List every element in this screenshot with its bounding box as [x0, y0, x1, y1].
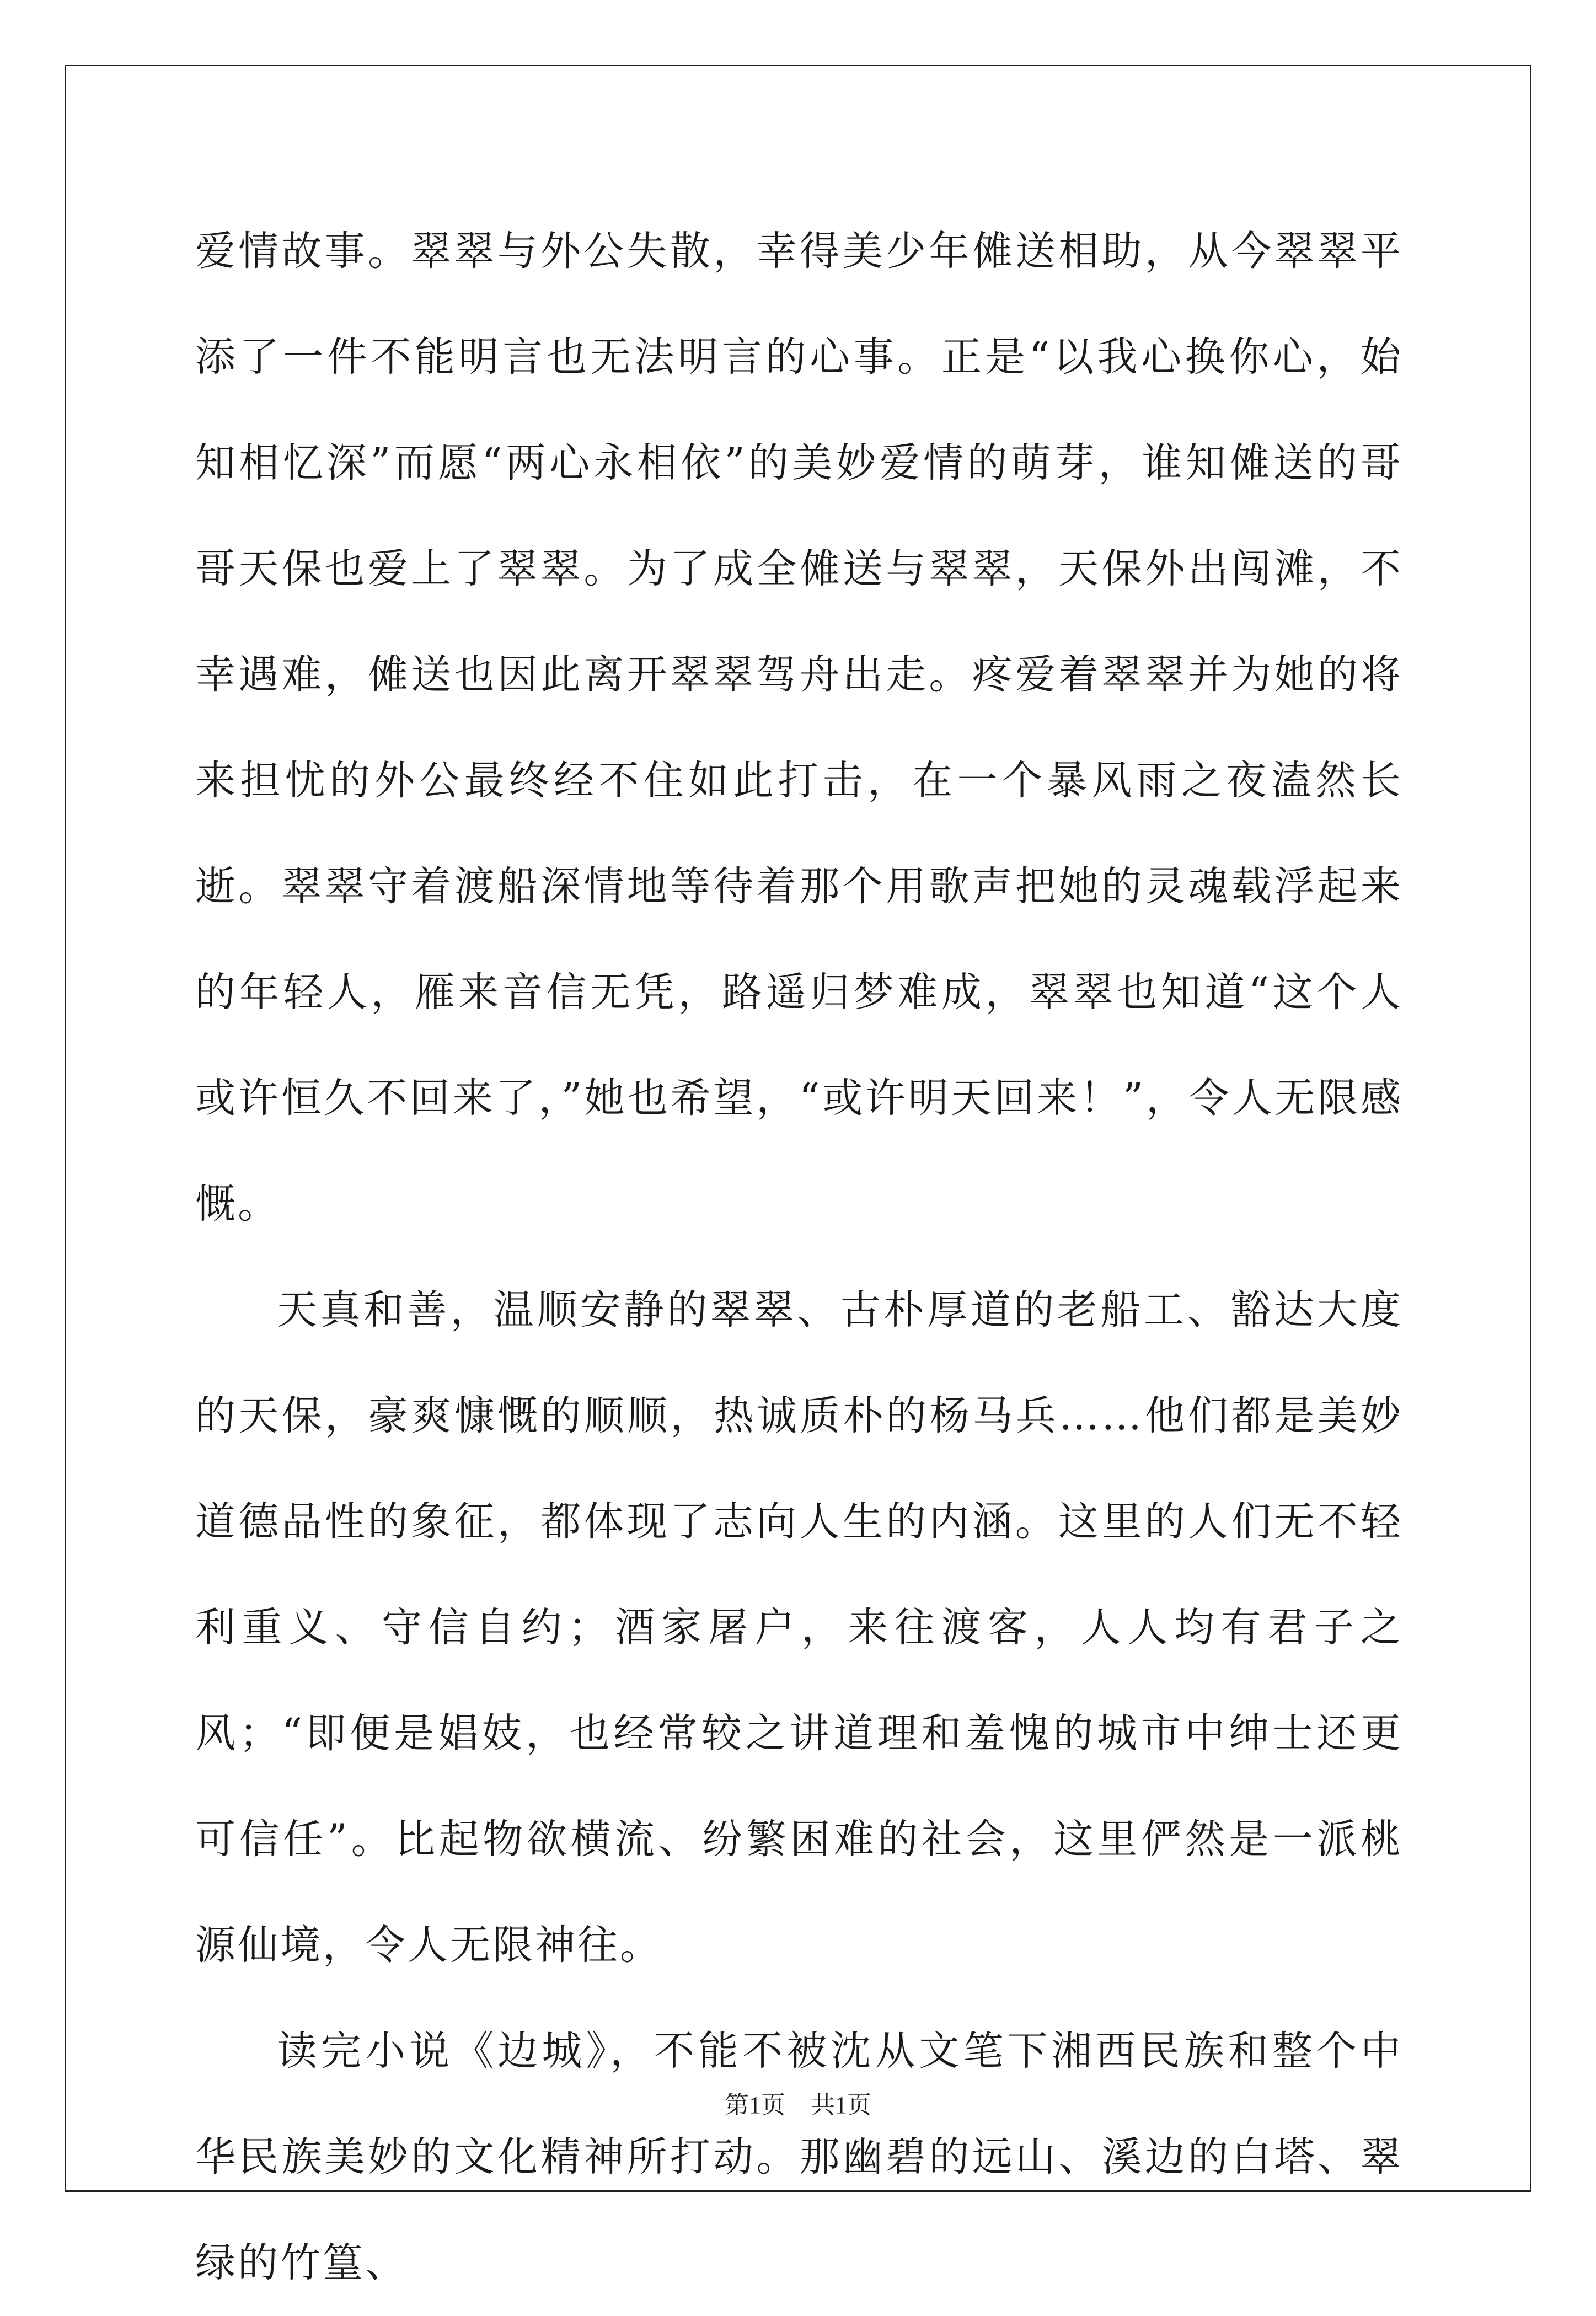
- page-footer: [0, 2089, 1596, 2122]
- paragraph-reflection: 读完小说《边城》，不能不被沈从文笔下湘西民族和整个中华民族美妙的文化精神所打动。那幽碧的远山、溪边的白塔、翠绿的竹篁、: [195, 2028, 1403, 2286]
- paragraph-continued: 爱情故事。翠翠与外公失散，幸得美少年傩送相助，从今翠翠平添了一件不能明言也无法明言的心事。正是“以我心换你心，始知相忆深”而愿“两心永相依”的美妙爱情的萌芽，谁知傩送的哥哥天保也爱上了翠翠。为了成全傩送与翠翠，天保外出闯滩，不幸遇难，傩送也因此离开翠翠驾舟出走。疼爱着翠翠并为她的将来担忧的外公最终经不住如此打击，在一个暴风雨之夜溘然长逝。翠翠守着渡船深情地等待着那个用歌声把她的灵魂载浮起来的年轻人，雁来音信无凭，路遥归梦难成，翠翠也知道“这个人或许恒久不回来了，”她也希望，“或许明天回来！”，令人无限感慨。: [195, 228, 1403, 1227]
- paragraph-characters: 天真和善，温顺安静的翠翠、古朴厚道的老船工、豁达大度的天保，豪爽慷慨的顺顺，热诚质朴的杨马兵……他们都是美妙道德品性的象征，都体现了志向人生的内涵。这里的人们无不轻利重义、守信自约；酒家屠户，来往渡客，人人均有君子之风；“即便是娼妓，也经常较之讲道理和羞愧的城市中绅士还更可信任”。比起物欲横流、纷繁困难的社会，这里俨然是一派桃源仙境，令人无限神往。: [195, 1286, 1403, 1969]
- page-number: 第1页: [725, 2092, 785, 2119]
- document-body: [195, 199, 1403, 2316]
- page-total: 共1页: [811, 2092, 871, 2119]
